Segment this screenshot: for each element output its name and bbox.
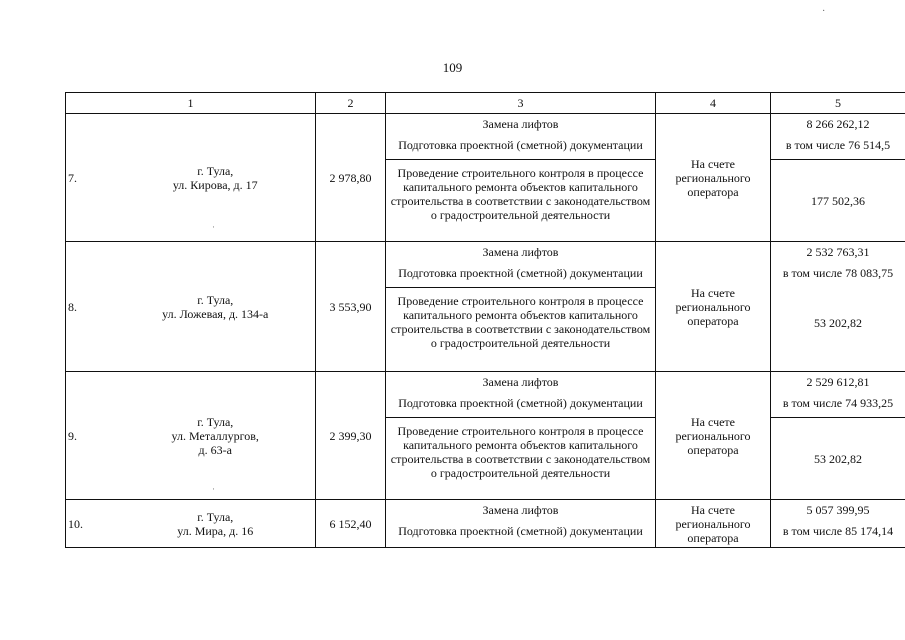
funding-cell: На счете регионального оператора — [656, 242, 771, 372]
address-street-line2: д. 63-а — [198, 442, 232, 457]
works-table — [65, 92, 905, 548]
area-cell: 6 152,40 — [316, 500, 386, 548]
funding-cell: На счете регионального оператора — [656, 372, 771, 500]
scan-dot: · — [212, 484, 215, 494]
table-row — [66, 242, 905, 288]
address-cell — [116, 242, 316, 372]
work-design-docs: Подготовка проектной (сметной) документации — [398, 138, 643, 152]
address-street: ул. Ложевая, д. 134-а — [162, 306, 269, 321]
cost-total: 2 529 612,81 — [806, 375, 870, 389]
table-row — [66, 372, 905, 418]
cost-design-docs: в том числе 76 514,5 — [785, 138, 891, 152]
work-construction-control: Проведение строительного контроля в процессе капитального ремонта объектов капитального строительства в соответствии с законодательством о градостроительной деятельности — [386, 160, 656, 242]
work-lift-replacement: Замена лифтов — [482, 375, 559, 389]
cost-cell — [771, 500, 905, 548]
work-design-docs: Подготовка проектной (сметной) документации — [398, 266, 643, 280]
table-row — [66, 500, 905, 548]
scan-dot: · — [212, 222, 215, 232]
funding-cell: На счете регионального оператора — [656, 500, 771, 548]
header-col-3: 3 — [386, 93, 656, 114]
header-col-2: 2 — [316, 93, 386, 114]
area-cell: 2 399,30 — [316, 372, 386, 500]
cost-total: 8 266 262,12 — [806, 117, 870, 131]
cost-total: 5 057 399,95 — [806, 503, 870, 517]
area-cell: 3 553,90 — [316, 242, 386, 372]
area-cell: 2 978,80 — [316, 114, 386, 242]
address-city: г. Тула, — [197, 292, 234, 307]
address-street: ул. Металлургов, — [171, 428, 259, 443]
cost-construction-control: 53 202,82 — [771, 418, 905, 500]
cost-cell — [771, 242, 905, 372]
row-number: 8. — [66, 242, 116, 372]
address-street: ул. Мира, д. 16 — [177, 523, 254, 538]
header-row — [66, 93, 905, 114]
work-design-docs: Подготовка проектной (сметной) документации — [398, 396, 643, 410]
work-cell — [386, 500, 656, 548]
work-lift-replacement: Замена лифтов — [482, 117, 559, 131]
row-number: 9. — [66, 372, 116, 500]
work-cell — [386, 114, 656, 160]
work-cell — [386, 372, 656, 418]
work-lift-replacement: Замена лифтов — [482, 503, 559, 517]
cost-construction-control: 53 202,82 — [814, 316, 862, 330]
page-number: 109 — [442, 60, 463, 75]
address-cell — [116, 500, 316, 548]
row-number: 10. — [66, 500, 116, 548]
work-design-docs: Подготовка проектной (сметной) документации — [398, 524, 643, 538]
address-city: г. Тула, — [197, 163, 234, 178]
header-col-5: 5 — [771, 93, 905, 114]
cost-total: 2 532 763,31 — [806, 245, 870, 259]
header-col-1: 1 — [66, 93, 316, 114]
address-street: ул. Кирова, д. 17 — [172, 177, 258, 192]
work-construction-control: Проведение строительного контроля в процессе капитального ремонта объектов капитального строительства в соответствии с законодательством о градостроительной деятельности — [386, 288, 656, 372]
cost-cell — [771, 372, 905, 418]
cost-construction-control: 177 502,36 — [771, 160, 905, 242]
cost-cell — [771, 114, 905, 160]
work-construction-control: Проведение строительного контроля в процессе капитального ремонта объектов капитального строительства в соответствии с законодательством о градостроительной деятельности — [386, 418, 656, 500]
address-city: г. Тула, — [197, 414, 234, 429]
address-cell — [116, 372, 316, 500]
work-cell — [386, 242, 656, 288]
header-col-4: 4 — [656, 93, 771, 114]
work-lift-replacement: Замена лифтов — [482, 245, 559, 259]
funding-cell: На счете регионального оператора — [656, 114, 771, 242]
table-row — [66, 114, 905, 160]
scan-mark: · — [822, 6, 826, 17]
cost-design-docs: в том числе 85 174,14 — [782, 524, 894, 538]
address-city: г. Тула, — [197, 509, 234, 524]
row-number: 7. — [66, 114, 116, 242]
address-cell — [116, 114, 316, 242]
cost-design-docs: в том числе 74 933,25 — [782, 396, 894, 410]
cost-design-docs: в том числе 78 083,75 — [782, 266, 894, 280]
